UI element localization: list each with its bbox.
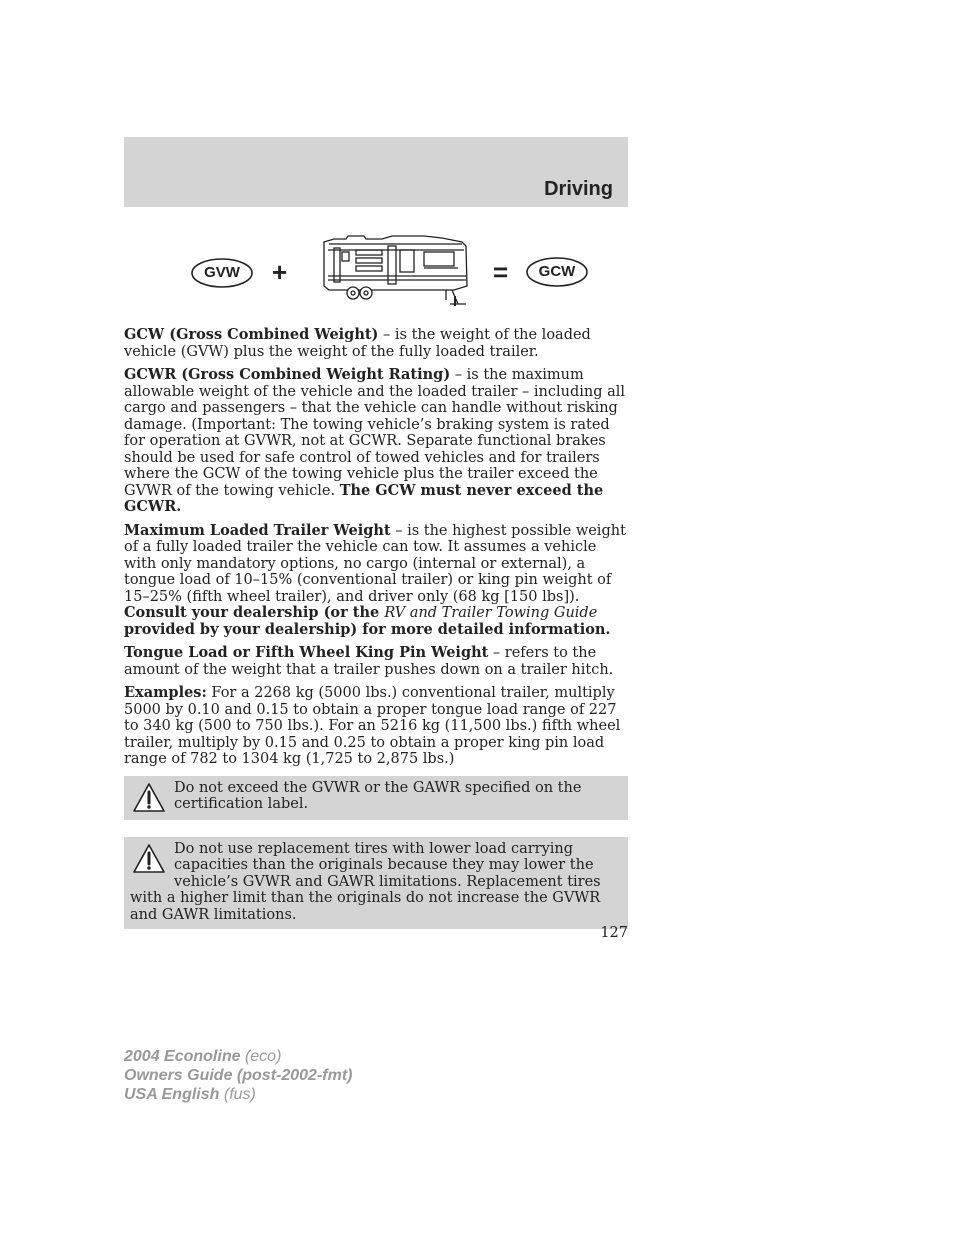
body-text — [124, 327, 628, 929]
gcwr-definition: – is the maximum allowable weight of the vehicle and the loaded trailer – including all cargo and passengers – that the vehicle can handle without risking damage. (Important: The towing vehicle’s braking system is rated for operation at GVWR, not at GCWR. Separate functional brakes should be used for safe control of towed vehicles and for trailers where the GCW of the towing vehicle plus the trailer exceed the GVWR of the towing vehicle. — [124, 367, 626, 499]
examples-paragraph — [124, 685, 628, 768]
guide-title: RV and Trailer Towing Guide — [384, 605, 598, 621]
footer-line-3 — [124, 1085, 352, 1104]
gcw-term: GCW (Gross Combined Weight) — [124, 326, 379, 343]
gvw-label: GVW — [204, 264, 240, 281]
footer-model-code: (eco) — [240, 1048, 282, 1065]
document-footer — [124, 1047, 352, 1104]
gcw-label: GCW — [538, 263, 576, 280]
travel-trailer-icon — [324, 236, 467, 306]
equals-sign: = — [493, 257, 509, 287]
gcwr-paragraph — [124, 367, 628, 516]
max-trailer-definition: – is the highest possible weight of a fully loaded trailer the vehicle can tow. It assumes a vehicle with only mandatory options, no cargo (internal or external), a tongue load of 10–15% (conventional trailer) or king pin weight of 15–25% (fifth wheel trailer), and driver only (68 kg [150 lbs]). — [124, 522, 626, 605]
warning-triangle-icon — [132, 843, 166, 875]
section-header-band — [124, 137, 628, 207]
footer-line-2: Owners Guide (post-2002-fmt) — [124, 1067, 353, 1084]
plus-sign: + — [272, 257, 288, 287]
max-trailer-emphasis-b: provided by your dealership) for more detailed information. — [124, 620, 611, 638]
page-number: 127 — [600, 925, 628, 941]
footer-model: 2004 Econoline — [124, 1048, 241, 1065]
footer-line-1 — [124, 1047, 352, 1066]
gcw-definition: – is the weight of the loaded vehicle (GVW) plus the weight of the fully loaded trailer. — [124, 327, 591, 360]
warning-triangle-icon — [132, 782, 166, 814]
warning-text-2: Do not use replacement tires with lower load carrying capacities than the originals because they may lower the vehicle’s GVWR and GAWR limitations. Replacement tires with a higher limit than the originals do not increase the GVWR and GAWR limitations. — [130, 840, 601, 923]
tongue-paragraph — [124, 645, 628, 678]
max-trailer-paragraph — [124, 523, 628, 639]
warning-box-1 — [124, 776, 628, 820]
max-trailer-term: Maximum Loaded Trailer Weight — [124, 521, 391, 539]
gcwr-term: GCWR (Gross Combined Weight Rating) — [124, 366, 451, 383]
footer-language: USA English — [124, 1086, 220, 1103]
section-title: Driving — [544, 178, 613, 200]
warning-box-2 — [124, 837, 628, 930]
weight-equation-diagram — [124, 230, 628, 315]
examples-term: Examples: — [124, 684, 207, 701]
tongue-term: Tongue Load or Fifth Wheel King Pin Weight — [124, 644, 489, 661]
examples-text: For a 2268 kg (5000 lbs.) conventional trailer, multiply 5000 by 0.10 and 0.15 to obtain a proper tongue load range of 227 to 340 kg (500 to 750 lbs.). For an 5216 kg (11,500 lbs.) fifth wheel trailer, multiply by 0.15 and 0.25 to obtain a proper king pin load range of 782 to 1304 kg (1,725 to 2,875 lbs.) — [124, 685, 621, 767]
gcw-paragraph — [124, 327, 628, 360]
tongue-definition: – refers to the amount of the weight that a trailer pushes down on a trailer hitch. — [124, 645, 614, 678]
footer-language-code: (fus) — [219, 1086, 256, 1103]
gcwr-emphasis: The GCW must never exceed the GCWR. — [124, 481, 604, 515]
max-trailer-emphasis-a: Consult your dealership (or the — [124, 604, 385, 621]
warning-text-1: Do not exceed the GVWR or the GAWR specified on the certification label. — [174, 779, 582, 812]
